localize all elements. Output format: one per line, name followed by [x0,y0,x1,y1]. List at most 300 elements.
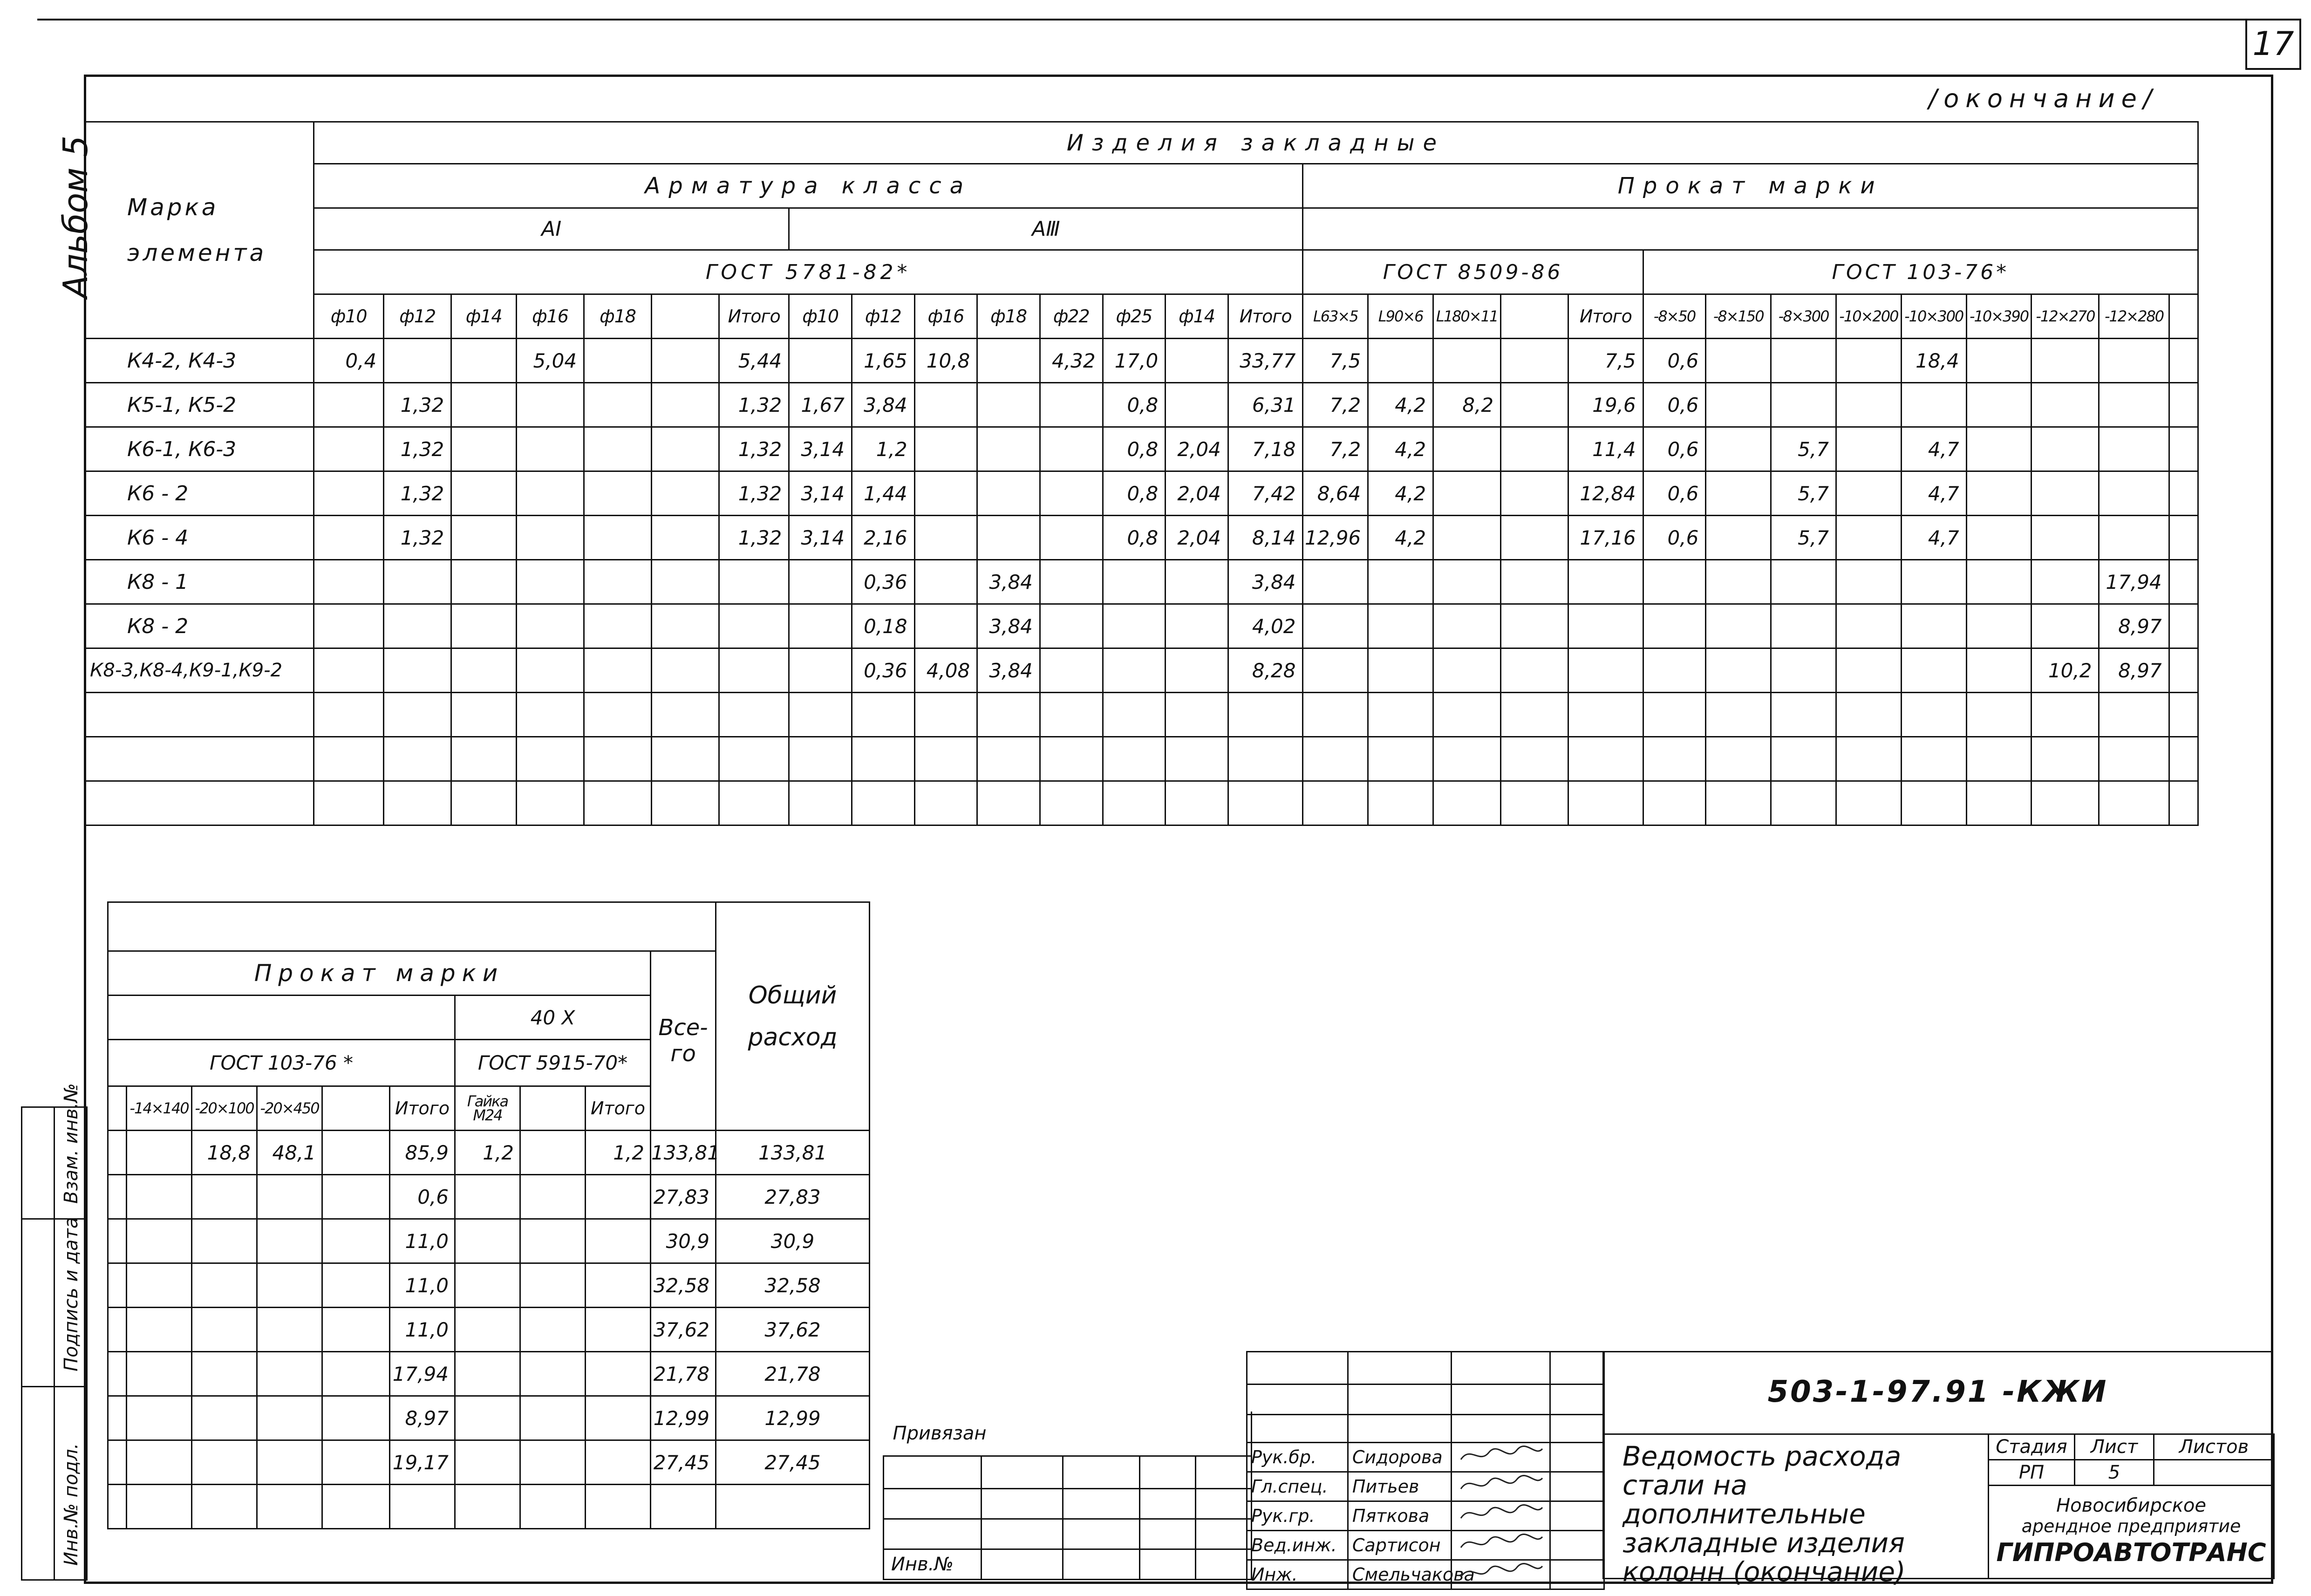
table-row [108,1131,870,1175]
value-cell: 8,64 [1303,471,1368,516]
empty-cell [1103,693,1166,737]
empty-cell [451,737,517,781]
value-cell: 2,16 [852,516,914,560]
value-cell [322,1396,390,1440]
doc-title-cell [1602,1433,1989,1588]
empty-cell [2031,781,2099,825]
value-cell: 0,6 [390,1175,455,1219]
tb-empty [1140,1456,1196,1488]
value-cell [584,471,652,516]
value-cell [652,516,719,560]
empty-cell [2031,737,2099,781]
class-a3-header: AⅢ [789,208,1303,250]
value-cell [586,1263,651,1308]
tb-empty [982,1456,1063,1488]
empty-cell [1228,737,1303,781]
value-cell [2169,516,2198,560]
value-cell [1836,560,1901,604]
table-row [85,339,2198,383]
empty-cell [1706,737,1771,781]
empty-cell [1771,737,1836,781]
value-cell [520,1219,586,1263]
value-cell [652,604,719,648]
empty-cell [1433,781,1501,825]
value-cell [584,383,652,427]
empty-cell [1368,693,1433,737]
empty-cell [108,1485,127,1529]
value-cell: 0,8 [1103,383,1166,427]
element-mark-cell: К8-3,К8-4,К9-1,К9-2 [85,648,314,693]
side-stamp-blank [22,1387,55,1580]
value-cell [584,427,652,471]
armature-header: Арматура класса [314,164,1303,208]
value-cell: 4,2 [1368,383,1433,427]
signature-scribble [1452,1531,1550,1560]
value-cell [520,1131,586,1175]
empty-cell [977,693,1040,737]
sheet-label: Лист [2075,1434,2154,1460]
value-cell [1103,648,1166,693]
value-cell [1568,560,1643,604]
value-cell [977,427,1040,471]
col-header: ф18 [584,294,652,339]
value-cell [384,560,451,604]
tb-empty [1063,1519,1140,1549]
col-header [1501,294,1568,339]
value-cell: 3,14 [789,427,852,471]
doc-code: 503-1-97.91 -КЖИ [1767,1375,2108,1409]
value-cell [1643,604,1706,648]
element-mark-cell: К6-1, К6-3 [85,427,314,471]
value-cell [914,471,977,516]
empty-cell [1771,693,1836,737]
value-cell [257,1263,322,1308]
gost-103-header: ГОСТ 103-76 * [108,1040,455,1086]
value-cell [1836,339,1901,383]
value-cell: 0,36 [852,560,914,604]
empty-cell [1966,737,2031,781]
empty-cell [390,1485,455,1529]
value-cell [257,1308,322,1352]
value-cell [192,1396,257,1440]
value-cell [1771,648,1836,693]
empty-cell [789,737,852,781]
bottom-prokat-header: Прокат марки [108,951,651,996]
value-cell [1901,648,1966,693]
value-cell: 5,7 [1771,427,1836,471]
stage-value: РП [1989,1460,2075,1486]
empty-cell [586,1485,651,1529]
value-cell [455,1219,520,1263]
value-cell: 2,04 [1166,471,1228,516]
value-cell [455,1396,520,1440]
tb-empty [1550,1415,1604,1443]
value-cell [652,560,719,604]
empty-cell [1166,781,1228,825]
empty-cell [85,737,314,781]
tb-empty [982,1549,1063,1579]
value-cell: 4,7 [1901,471,1966,516]
value-cell [1433,560,1501,604]
value-cell: 17,94 [2099,560,2169,604]
value-cell [1568,648,1643,693]
col-header: ф14 [451,294,517,339]
empty-cell [1643,693,1706,737]
prokat-header: Прокат марки [1303,164,2198,208]
role-label: Гл.спец. [1247,1472,1348,1501]
tb-empty [982,1519,1063,1549]
value-cell [322,1263,390,1308]
empty-cell [719,781,789,825]
col-header: ф16 [914,294,977,339]
prokat-blank-header [1303,208,2198,250]
empty-cell [914,693,977,737]
value-cell [652,427,719,471]
value-cell: 4,7 [1901,516,1966,560]
value-cell [257,1352,322,1396]
table-row [108,1308,870,1352]
total-cell: 21,78 [651,1352,716,1396]
value-cell: 1,32 [719,471,789,516]
tb-empty [1196,1456,1252,1488]
empty-cell [1501,693,1568,737]
col-header: L90×6 [1368,294,1433,339]
empty-cell [1836,737,1901,781]
empty-cell [1368,737,1433,781]
inv-no-label: Инв.№ [884,1549,982,1579]
signature-mark [1456,1561,1545,1584]
value-cell [1166,648,1228,693]
empty-cell [1368,781,1433,825]
empty-cell [520,1485,586,1529]
empty-cell [852,737,914,781]
empty-cell [2169,781,2198,825]
table-row [85,560,2198,604]
value-cell: 0,6 [1643,339,1706,383]
person-name: Пяткова [1348,1501,1451,1531]
value-cell: 0,8 [1103,516,1166,560]
value-cell [192,1219,257,1263]
value-cell [584,604,652,648]
value-cell [977,471,1040,516]
total-header-line1: Все- [658,1015,708,1041]
value-cell: 1,32 [384,427,451,471]
col-header: -8×50 [1643,294,1706,339]
empty-cell [455,1485,520,1529]
empty-cell [914,737,977,781]
role-label: Рук.гр. [1247,1501,1348,1531]
value-cell: 19,17 [390,1440,455,1485]
value-cell: 7,42 [1228,471,1303,516]
empty-cell [1228,781,1303,825]
value-cell [1166,339,1228,383]
element-mark-cell: К8 - 2 [85,604,314,648]
value-cell [192,1308,257,1352]
table-row [85,427,2198,471]
value-cell: 48,1 [257,1131,322,1175]
value-cell: 3,84 [977,648,1040,693]
person-name: Питьев [1348,1472,1451,1501]
col-header [652,294,719,339]
value-cell: 17,94 [390,1352,455,1396]
value-cell [1040,604,1103,648]
prokat-total-table [107,901,870,1529]
empty-cell [1643,737,1706,781]
empty-cell [852,693,914,737]
tb-empty [1550,1352,1604,1385]
value-cell [108,1263,127,1308]
value-cell [257,1219,322,1263]
value-cell [1501,604,1568,648]
col-header: Итого [1568,294,1643,339]
tb-empty [1247,1415,1348,1443]
value-cell [1040,383,1103,427]
value-cell [1501,427,1568,471]
tb-empty [1348,1352,1451,1385]
value-cell: 4,32 [1040,339,1103,383]
total-cell: 133,81 [651,1131,716,1175]
col-header: L63×5 [1303,294,1368,339]
empty-cell [2099,693,2169,737]
value-cell [127,1440,192,1485]
empty-cell [652,737,719,781]
value-cell [584,560,652,604]
value-cell [1966,471,2031,516]
value-cell [1706,604,1771,648]
value-cell [1901,560,1966,604]
empty-cell [1501,781,1568,825]
empty-cell [1966,693,2031,737]
bottom-col-header [520,1086,586,1131]
value-cell [1303,604,1368,648]
value-cell: 4,2 [1368,471,1433,516]
signature-mark [1456,1473,1545,1496]
value-cell: 3,14 [789,471,852,516]
empty-cell [322,1485,390,1529]
tb-empty [1452,1385,1550,1415]
value-cell [2169,560,2198,604]
value-cell [1836,516,1901,560]
value-cell [2169,383,2198,427]
empty-cell [1706,781,1771,825]
value-cell [586,1396,651,1440]
bottom-col-header [108,1086,127,1131]
element-mark-cell: К6 - 2 [85,471,314,516]
value-cell: 10,8 [914,339,977,383]
total-header-line2: го [670,1041,696,1067]
value-cell [1706,471,1771,516]
value-cell [520,1308,586,1352]
empty-cell [384,781,451,825]
value-cell [1166,604,1228,648]
value-cell [2099,339,2169,383]
value-cell [455,1308,520,1352]
value-cell [451,383,517,427]
value-cell [2099,471,2169,516]
empty-cell [1901,693,1966,737]
value-cell [1040,427,1103,471]
empty-cell [1433,737,1501,781]
value-cell [789,604,852,648]
value-cell: 11,0 [390,1219,455,1263]
value-cell [520,1175,586,1219]
value-cell: 1,2 [852,427,914,471]
mark-header-line2: элемента [127,239,267,266]
value-cell [192,1263,257,1308]
value-cell: 0,6 [1643,471,1706,516]
value-cell [1966,560,2031,604]
value-cell [1706,560,1771,604]
value-cell [977,383,1040,427]
empty-cell [2099,737,2169,781]
value-cell: 1,32 [384,383,451,427]
date-cell [1550,1501,1604,1531]
tb-empty [884,1488,982,1519]
value-cell: 17,0 [1103,339,1166,383]
value-cell [652,383,719,427]
value-cell: 1,32 [384,516,451,560]
value-cell: 1,32 [719,427,789,471]
value-cell: 85,9 [390,1131,455,1175]
empty-cell [1433,693,1501,737]
value-cell [1771,339,1836,383]
empty-cell [2169,737,2198,781]
empty-cell [977,737,1040,781]
doc-title-line: закладные изделия [1622,1527,1905,1559]
sheets-label: Листов [2154,1434,2274,1460]
value-cell [455,1263,520,1308]
value-cell [1836,604,1901,648]
title-block [883,1351,2273,1588]
value-cell [1433,471,1501,516]
tb-empty [1452,1415,1550,1443]
value-cell [719,604,789,648]
empty-cell [85,693,314,737]
value-cell [1568,604,1643,648]
value-cell: 7,5 [1568,339,1643,383]
value-cell: 8,97 [390,1396,455,1440]
value-cell: 0,4 [314,339,384,383]
side-stamp-blank [22,1107,55,1219]
value-cell [1771,604,1836,648]
bottom-col-header: -20×450 [257,1086,322,1131]
value-cell: 33,77 [1228,339,1303,383]
value-cell [108,1219,127,1263]
value-cell [451,648,517,693]
empty-cell [716,1485,870,1529]
bottom-col-header: Гайка М24 [455,1086,520,1131]
tb-empty [1140,1519,1196,1549]
value-cell [1368,604,1433,648]
empty-cell [651,1485,716,1529]
value-cell [586,1308,651,1352]
signature-scribble [1452,1472,1550,1501]
value-cell [455,1440,520,1485]
value-cell [586,1352,651,1396]
col-header: ф12 [384,294,451,339]
empty-cell [1228,693,1303,737]
value-cell [914,560,977,604]
value-cell [314,560,384,604]
value-cell: 0,8 [1103,471,1166,516]
value-cell [517,604,584,648]
top-border-line [37,19,2250,20]
value-cell [451,604,517,648]
value-cell [2099,516,2169,560]
empty-cell [652,781,719,825]
empty-cell [652,693,719,737]
value-cell [1303,648,1368,693]
value-cell: 4,02 [1228,604,1303,648]
value-cell [1901,604,1966,648]
col-header: ф10 [789,294,852,339]
value-cell: 0,36 [852,648,914,693]
value-cell [127,1352,192,1396]
col-header: -10×390 [1966,294,2031,339]
value-cell: 8,28 [1228,648,1303,693]
value-cell [322,1440,390,1485]
table-row [108,1352,870,1396]
value-cell [2169,471,2198,516]
empty-cell [1166,737,1228,781]
value-cell [2031,516,2099,560]
sheet-number: 17 [2252,25,2294,63]
empty-cell [1643,781,1706,825]
empty-cell [789,781,852,825]
value-cell: 1,32 [384,471,451,516]
value-cell [257,1440,322,1485]
empty-cell [852,781,914,825]
org-cell [1989,1486,2274,1579]
value-cell [192,1175,257,1219]
value-cell: 1,32 [719,383,789,427]
group-header: Изделия закладные [314,122,2198,164]
value-cell: 3,84 [977,560,1040,604]
empty-cell [451,781,517,825]
value-cell [517,427,584,471]
col-header: -10×300 [1901,294,1966,339]
value-cell: 1,44 [852,471,914,516]
col-header: ф14 [1166,294,1228,339]
role-label: Вед.инж. [1247,1531,1348,1560]
empty-row [85,781,2198,825]
value-cell [652,648,719,693]
value-cell: 8,97 [2099,604,2169,648]
empty-cell [914,781,977,825]
value-cell [322,1131,390,1175]
value-cell [1433,427,1501,471]
value-cell [520,1440,586,1485]
date-cell [1550,1443,1604,1472]
empty-cell [257,1485,322,1529]
value-cell [789,560,852,604]
doc-title-line: стали на дополнительные [1622,1469,1866,1530]
total-cell: 30,9 [651,1219,716,1263]
value-cell [455,1352,520,1396]
value-cell [914,604,977,648]
tb-empty [1196,1488,1252,1519]
tb-empty [1063,1549,1140,1579]
bottom-col-header: -14×140 [127,1086,192,1131]
gost-5915-header: ГОСТ 5915-70* [455,1040,651,1086]
value-cell [584,339,652,383]
empty-cell [85,781,314,825]
value-cell [584,516,652,560]
value-cell [1040,471,1103,516]
empty-cell [977,781,1040,825]
sheet-number-box [2245,19,2301,70]
empty-cell [1040,781,1103,825]
